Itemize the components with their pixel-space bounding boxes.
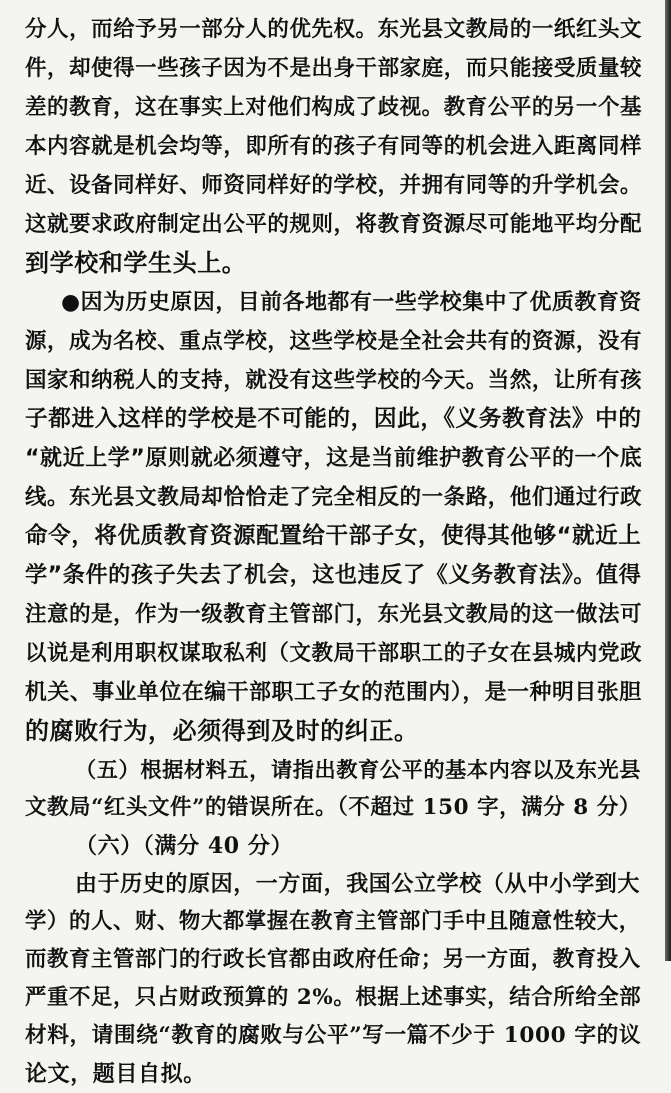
question-5-line: （五）根据材料五，请指出教育公平的基本内容以及东光县: [75, 757, 642, 782]
text-line: 命令，将优质教育资源配置给干部子女，使得其他够“就近上: [25, 523, 642, 549]
text-line: 注意的是，作为一级教育主管部门，东光县文教局的这一做法可: [25, 602, 643, 627]
question-6-line: 由于历史的原因，一方面，我国公立学校（从中小学到大: [75, 871, 641, 897]
text-line: 件，却使得一些孩子因为不是出身干部家庭，而只能接受质量较: [25, 56, 643, 81]
text-line: 子都进入这样的学校是不可能的，因此，《义务教育法》中的: [25, 406, 642, 432]
text-line: 这就要求政府制定出公平的规则，将教育资源尽可能地平均分配: [25, 212, 643, 237]
text-line: 近、设备同样好、师资同样好的学校，并拥有同等的升学机会。: [25, 173, 643, 198]
question-6-line: 材料，请围绕“教育的腐败与公平”写一篇不少于 1000 字的议: [25, 1023, 642, 1048]
text-line: 到学校和学生头上。: [25, 249, 247, 277]
question-6-line: 严重不足，只占财政预算的 2%。根据上述事实，结合所给全部: [25, 985, 642, 1010]
text-line: “就近上学”原则就必须遵守，这是当前维护教育公平的一个底: [25, 446, 643, 471]
question-6-header: （六）（满分 40 分）: [75, 833, 294, 859]
text-line: 差的教育，这在事实上对他们构成了歧视。教育公平的另一个基: [25, 95, 643, 120]
text-line: 分人，而给予另一部分人的优先权。东光县文教局的一纸红头文: [25, 17, 643, 42]
text-line: 学”条件的孩子失去了机会，这也违反了《义务教育法》。值得: [25, 562, 642, 588]
text-line: 线。东光县文教局却恰恰走了完全相反的一条路，他们通过行政: [25, 485, 643, 510]
question-5-line: 文教局“红头文件”的错误所在。（不超过 150 字，满分 8 分）: [25, 795, 641, 820]
text-line: 国家和纳税人的支持，就没有这些学校的今天。当然，让所有孩: [25, 368, 643, 393]
text-line: 源，成为名校、重点学校，这些学校是全社会共有的资源，没有: [25, 329, 643, 354]
question-6-line: 而教育主管部门的行政长官都由政府任命；另一方面，教育投入: [25, 947, 641, 972]
text-line: 的腐败行为，必须得到及时的纠正。: [25, 717, 419, 745]
text-line: ●因为历史原因，目前各地都有一些学校集中了优质教育资: [61, 290, 642, 315]
text-line: 机关、事业单位在编干部职工子女的范围内），是一种明目张胆: [25, 680, 642, 705]
page-edge-shadow: [665, 0, 671, 961]
text-line: 本内容就是机会均等，即所有的孩子有同等的机会进入距离同样: [25, 134, 643, 159]
text-line: 以说是利用职权谋取私利（文教局干部职工的子女在县城内党政: [25, 641, 643, 666]
question-6-line: 论文，题目自拟。: [25, 1061, 206, 1087]
question-6-line: 学）的人、财、物大都掌握在教育主管部门手中且随意性较大，: [25, 909, 641, 934]
